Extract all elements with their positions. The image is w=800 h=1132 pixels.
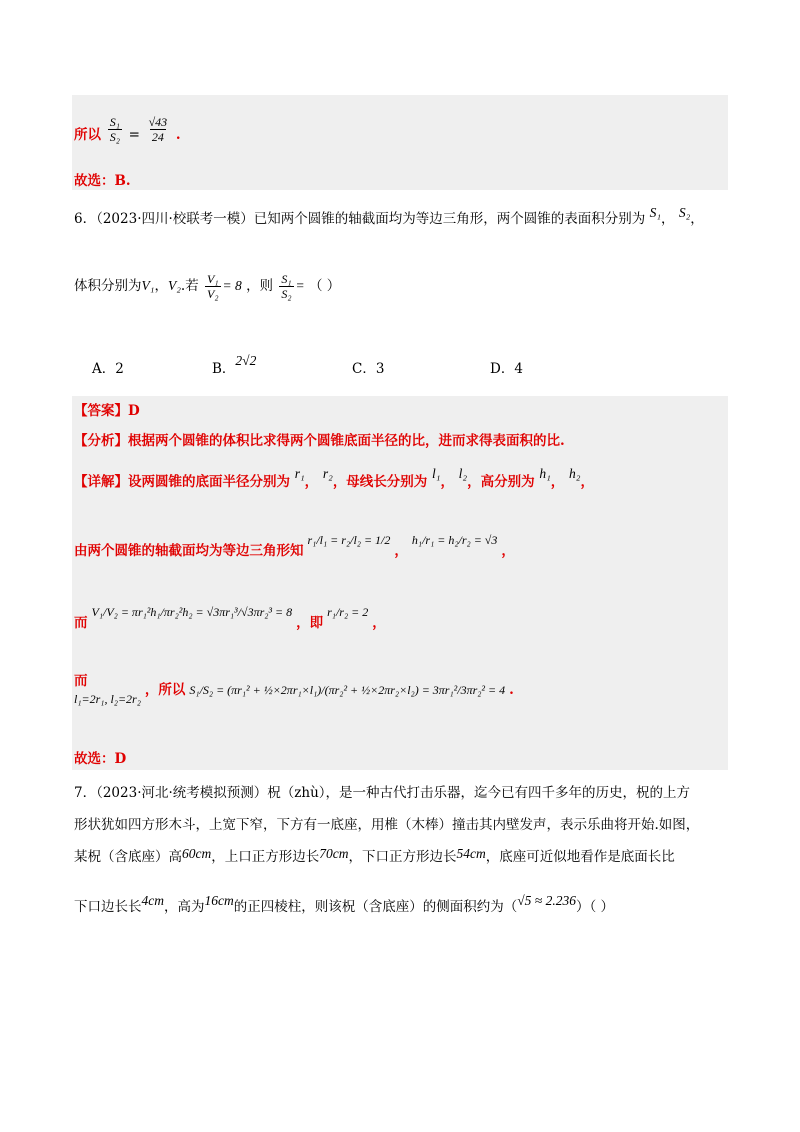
ratio-value: $\frac{√43}{24}$ <box>148 115 168 144</box>
q7-line4: 下口边长长4cm，高为16cm的正四棱柱，则该柷（含底座）的侧面积约为（√5 ≈ 2.236）（ ） <box>74 893 614 915</box>
eq-h-over-r: h₁/r₁ = h₂/r₂ = √3 <box>411 533 498 547</box>
q6-option-b[interactable]: B．2√2 <box>212 353 257 377</box>
q6-option-a[interactable]: A．2 <box>92 361 124 377</box>
eq-volume-ratio: V₁/V₂ = πr₁²h₁/πr₂²h₂ = √3πr₁³/√3πr₂³ = 8 <box>91 605 293 619</box>
volume-ratio: $\frac{\text{V₁}}{\text{V₂}}$ <box>207 272 219 301</box>
detail-line4: 而 l₁=2r₁, l₂=2r₂ ，所以 S₁/S₂ = (πr₁² + ½×2πr₁×l₁)/(πr₂² + ½×2πr₂×l₂) = 3πr₁²/3πr₂² = 4 . <box>74 673 514 706</box>
answer-line: 【答案】D <box>74 403 140 419</box>
option-b-value: 2√2 <box>235 353 257 368</box>
ratio-s1-s2: $\frac{\text{S₁}}{\text{S₂}}$ <box>109 115 120 144</box>
eq-surface-ratio: S₁/S₂ = (πr₁² + ½×2πr₁×l₁)/(πr₂² + ½×2πr₂×l₂) = 3πr₁²/3πr₂² = 4 <box>189 683 506 697</box>
eq-radius-ratio: r₁/r₂ = 2 <box>327 605 369 619</box>
surface-ratio: $\frac{\text{S₁}}{\text{S₂}}$ <box>281 272 292 301</box>
so-label: 所以 <box>74 127 101 143</box>
q6-stem-line1: 6．（2023·四川·校联考一模）已知两个圆锥的轴截面均为等边三角形，两个圆锥的表面积分别为 S₁， S₂， <box>74 205 704 227</box>
prev-answer: 故选：B. <box>74 173 131 189</box>
detail-line3: 而 V₁/V₂ = πr₁²h₁/πr₂²h₂ = √3πr₁³/√3πr₂³ = 8 ，即 r₁/r₂ = 2 ， <box>74 605 386 631</box>
q7-line3: 某柷（含底座）高60cm，上口正方形边长70cm，下口正方形边长54cm，底座可近似地看作是底面长比 <box>74 846 675 865</box>
eq-slant-relation: l₁=2r₁, l₂=2r₂ <box>74 692 141 706</box>
final-answer: 故选：D <box>74 751 127 767</box>
prev-conclusion: 所以 $\frac{\text{S₁}}{\text{S₂}}$ = $\frac{√43}{24}$ . <box>74 115 181 144</box>
q6-option-d[interactable]: D．4 <box>490 361 523 377</box>
detail-line2: 由两个圆锥的轴截面均为等边三角形知 r₁/l₁ = r₂/l₂ = 1/2 ， h₁/r₁ = h₂/r₂ = √3 ， <box>74 533 515 559</box>
eq-r-over-l: r₁/l₁ = r₂/l₂ = 1/2 <box>307 533 391 547</box>
q7-line2: 形状犹如四方形木斗，上宽下窄，下方有一底座，用椎（木棒）撞击其内壁发声，表示乐曲将开始.如图， <box>74 817 700 833</box>
detail-line1: 【详解】设两圆锥的底面半径分别为 r₁， r₂，母线长分别为 l₁， l₂，高分别为 h₁， h₂， <box>74 466 594 490</box>
analysis-line: 【分析】根据两个圆锥的体积比求得两个圆锥底面半径的比，进而求得表面积的比. <box>74 433 565 449</box>
q6-stem-line2: 体积分别为V₁，V₂.若 $\frac{\text{V₁}}{\text{V₂}}$ = 8 ，则 $\frac{\text{S₁}}{\text{S₂}}$ = （ ） <box>74 272 341 301</box>
solution-block-q6 <box>72 396 728 770</box>
q6-option-c[interactable]: C．3 <box>352 361 385 377</box>
q7-line1: 7．（2023·河北·统考模拟预测）柷（zhù），是一种古代打击乐器，迄今已有四千多年的历史，柷的上方 <box>74 785 691 801</box>
